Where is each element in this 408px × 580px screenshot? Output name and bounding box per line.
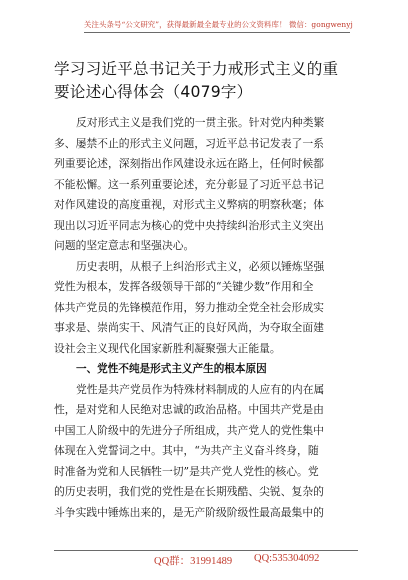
title-line: 要论述心得体会（4079字） xyxy=(54,83,253,101)
paragraph-line: 党性是共产党员作为特殊材料制成的人应有的内在属 xyxy=(76,382,325,396)
paragraph-line: 时准备为党和人民牺牲一切”是共产党人党性的核心。党 xyxy=(54,464,319,478)
paragraph-line: 列重要论述，深刻指出作风建设永远在路上，任何时候都 xyxy=(54,157,324,170)
section-heading: 一、党性不纯是形式主义产生的根本原因 xyxy=(76,363,267,375)
document-body xyxy=(54,113,358,523)
footer-qq-contact: QQ:535304092 xyxy=(254,553,320,564)
paragraph-line: 事求是、崇尚实干、风清气正的良好风尚，为夺取全面建 xyxy=(54,321,324,334)
paragraph-line: 历史表明，从根子上纠治形式主义，必须以锤炼坚强 xyxy=(76,259,325,273)
paragraph-line: 体现在入党誓词之中。其中，“为共产主义奋斗终身，随 xyxy=(54,444,319,457)
paragraph-line: 不能松懈。这一系列重要论述，充分彰显了习近平总书记 xyxy=(54,177,324,191)
paragraph-line: 反对形式主义是我们党的一贯主张。针对党内种类繁 xyxy=(76,116,325,129)
footer-bar xyxy=(54,550,358,567)
paragraph-line: 党性为根本，发挥各级领导干部的“关键少数”作用和全 xyxy=(54,280,314,293)
paragraph-line: 现出以习近平同志为核心的党中央持续纠治形式主义突出 xyxy=(54,218,324,232)
paragraph-line: 问题的坚定意志和坚强决心。 xyxy=(54,239,195,252)
paragraph-line: 多、屡禁不止的形式主义问题，习近平总书记发表了一系 xyxy=(54,136,324,150)
paragraph-line: 中国工人阶级中的先进分子所组成，共产党人的党性集中 xyxy=(54,423,324,437)
document-title xyxy=(54,58,376,104)
header-banner: 关注头条号“公文研究”，获得最新最全最专业的公文资料库！ 微信：gongwenyj xyxy=(84,18,350,33)
paragraph-line: 斗争实践中锤炼出来的，是无产阶级阶级性最高最集中的 xyxy=(54,505,324,519)
paragraph-line: 对作风建设的高度重视，对形式主义弊病的明察秋毫；体 xyxy=(54,198,324,211)
title-line: 学习习近平总书记关于力戒形式主义的重 xyxy=(54,60,339,78)
paragraph-line: 的历史表明，我们党的党性是在长期残酷、尖锐、复杂的 xyxy=(54,485,324,498)
paragraph-line: 设社会主义现代化国家新胜利凝聚强大正能量。 xyxy=(54,341,281,355)
paragraph-line: 性，是对党和人民绝对忠诚的政治品格。中国共产党是由 xyxy=(54,403,324,416)
paragraph-line: 体共产党员的先锋模范作用，努力推动全党全社会形成实 xyxy=(54,300,324,314)
footer-qq-group: QQ群：31991489 xyxy=(154,556,233,567)
